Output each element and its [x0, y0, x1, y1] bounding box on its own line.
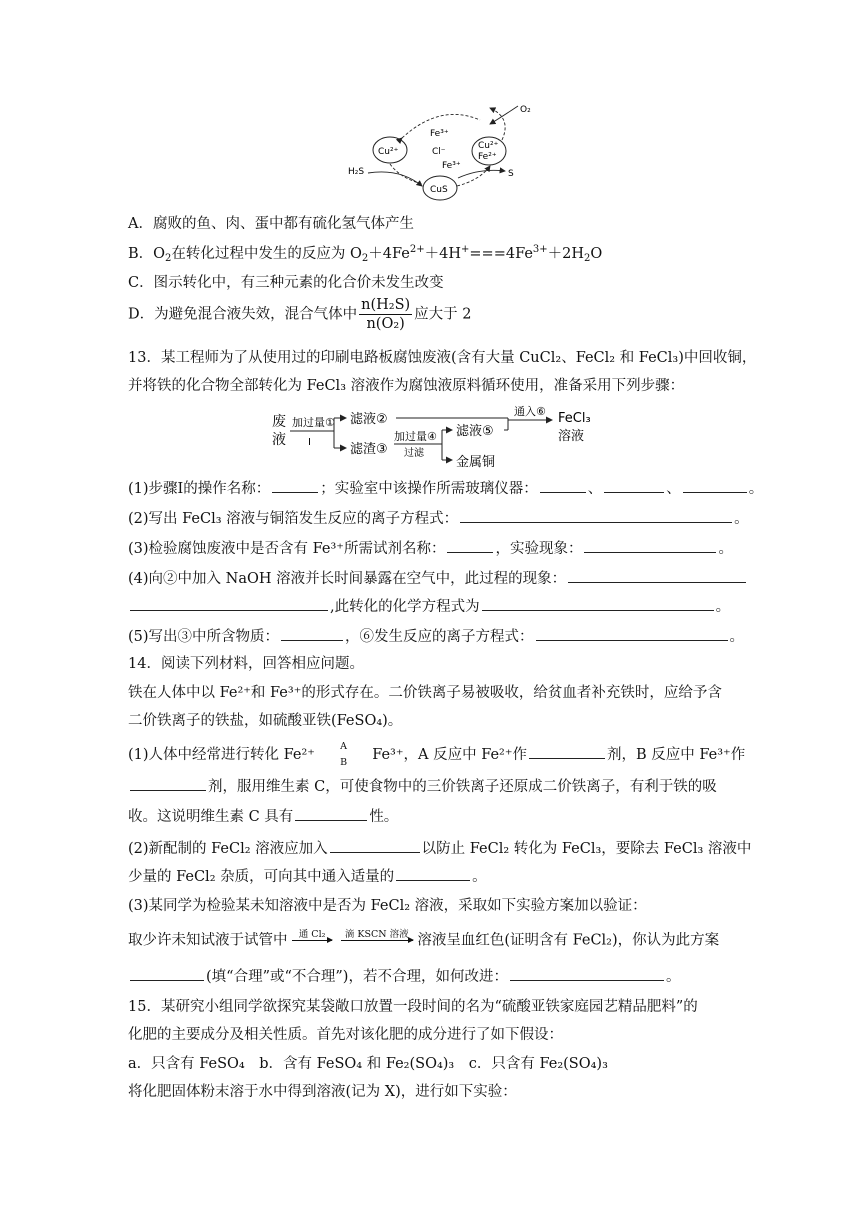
answer-blank[interactable]: [604, 478, 664, 493]
q13-stem-line1: 13．某工程师为了从使用过的印刷电路板腐蚀废液(含有大量 CuCl₂、FeCl₂ 和 FeCl₃)中回收铜，: [128, 350, 757, 366]
reversible-arrow: A B: [340, 741, 348, 768]
answer-blank[interactable]: [281, 626, 343, 641]
answer-blank[interactable]: [584, 538, 716, 553]
svg-text:废: 废: [272, 414, 286, 430]
svg-text:过滤: 过滤: [404, 448, 424, 459]
answer-blank[interactable]: [330, 838, 420, 853]
answer-blank[interactable]: [536, 626, 728, 641]
q13-part4: (4)向②中加入 NaOH 溶液并长时间暴露在空气中，此过程的现象：: [128, 568, 748, 589]
q14-part1: (1)人体中经常进行转化 Fe²⁺ A B Fe³⁺，A 反应中 Fe²⁺作 剂，B 反应中 Fe³⁺作: [128, 741, 746, 768]
q14-part3: (3)某同学为检验某未知溶液中是否为 FeCl₂ 溶液，采取如下实验方案加以验证：: [128, 898, 647, 914]
svg-text:加过量①: 加过量①: [292, 416, 335, 429]
q13-process-flowchart: [268, 404, 608, 472]
q14-part3-cont: (填“合理”或“不合理”)，若不合理，如何改进： 。: [128, 966, 680, 987]
gas-ratio-fraction: $\frac{\text{n(H₂S)}}{\text{n(O₂)}}$: [361, 297, 411, 332]
h2s-label: H₂S: [348, 167, 365, 177]
q14-part1-cont2: 收。这说明维生素 C 具有 性。: [128, 806, 398, 827]
answer-blank[interactable]: [272, 478, 318, 493]
q15-stem-line1: 15．某研究小组同学欲探究某袋敞口放置一段时间的名为“硫酸亚铁家庭园艺精品肥料”的: [128, 999, 698, 1015]
answer-blank[interactable]: [482, 596, 714, 611]
q12-option-d: D．为避免混合液失效，混合气体中 $\frac{\text{n(H₂S)}}{\text{n(O₂)}}$ 应大于 2: [128, 297, 472, 332]
q13-part4-cont: ,此转化的化学方程式为 。: [128, 596, 730, 617]
answer-blank[interactable]: [130, 776, 206, 791]
q14-title: 14．阅读下列材料，回答相应问题。: [128, 656, 364, 672]
svg-text:滤液⑤: 滤液⑤: [456, 424, 494, 439]
svg-text:金属铜: 金属铜: [456, 455, 496, 470]
answer-blank[interactable]: [510, 966, 664, 981]
q13-stem-line2: 并将铁的化合物全部转化为 FeCl₃ 溶液作为腐蚀液原料循环使用，准备采用下列步骤：: [128, 378, 685, 394]
add-kscn-arrow: 滴 KSCN 溶液: [341, 930, 413, 951]
q12-option-a: A．腐败的鱼、肉、蛋中都有硫化氢气体产生: [128, 216, 414, 232]
answer-blank[interactable]: [683, 478, 747, 493]
svg-text:通入⑥: 通入⑥: [514, 405, 546, 418]
svg-text:加过量④: 加过量④: [394, 430, 437, 443]
q15-stem-line2: 化肥的主要成分及相关性质。首先对该化肥的成分进行了如下假设：: [128, 1027, 563, 1043]
cu2-fe2-label-b: Fe²⁺: [478, 152, 497, 162]
q15-hypotheses: a．只含有 FeSO₄ b．含有 FeSO₄ 和 Fe₂(SO₄)₃ c．只含有 Fe₂(SO₄)₃: [128, 1056, 608, 1072]
svg-text:液: 液: [272, 432, 286, 448]
q14-part2-cont: 少量的 FeCl₂ 杂质，可向其中通入适量的 。: [128, 866, 487, 887]
q13-part2: (2)写出 FeCl₃ 溶液与铜箔发生反应的离子方程式： 。: [128, 508, 749, 529]
q14-part1-cont: 剂，服用维生素 C，可使食物中的三价铁离子还原成二价铁离子，有利于铁的吸: [128, 776, 717, 797]
q12-option-c: C．图示转化中，有三种元素的化合价未发生改变: [128, 275, 444, 291]
svg-text:FeCl₃: FeCl₃: [558, 411, 591, 426]
answer-blank[interactable]: [396, 866, 470, 881]
q14-part3-scheme: 取少许未知试液于试管中 通 Cl₂ 滴 KSCN 溶液 溶液呈血红色(证明含有 FeCl₂)，你认为此方案: [128, 930, 719, 951]
fe3-label: Fe³⁺: [430, 129, 449, 139]
answer-blank[interactable]: [130, 596, 328, 611]
svg-text:滤液②: 滤液②: [350, 412, 388, 427]
q13-part5: (5)写出③中所含物质： ，⑥发生反应的离子方程式： 。: [128, 626, 744, 647]
iron-copper-cycle-diagram: [340, 98, 540, 208]
answer-blank[interactable]: [295, 806, 367, 821]
q13-part1: (1)步骤Ⅰ的操作名称： ；实验室中该操作所需玻璃仪器： 、 、 。: [128, 478, 763, 499]
cus-label: CuS: [430, 185, 448, 195]
cu2-fe2-label-a: Cu²⁺: [478, 141, 499, 151]
s-label: S: [508, 169, 514, 179]
q12-option-b: B．$O_2$在转化过程中发生的反应为 $O_2+4Fe^{2+}+4H^+===4Fe^{3+}+2H_2O$: [128, 244, 603, 264]
q13-part3: (3)检验腐蚀废液中是否含有 Fe³⁺所需试剂名称： ，实验现象： 。: [128, 538, 733, 559]
answer-blank[interactable]: [540, 478, 586, 493]
answer-blank[interactable]: [460, 508, 732, 523]
svg-text:溶液: 溶液: [558, 429, 585, 444]
q14-material-line1: 铁在人体中以 Fe²⁺和 Fe³⁺的形式存在。二价铁离子易被吸收，给贫血者补充铁时，应给予含: [128, 685, 722, 701]
answer-blank[interactable]: [447, 538, 493, 553]
svg-text:滤渣③: 滤渣③: [350, 442, 388, 457]
o2-label: O₂: [520, 105, 531, 115]
q14-part2: (2)新配制的 FeCl₂ 溶液应加入 以防止 FeCl₂ 转化为 FeCl₃，要除去 FeCl₃ 溶液中: [128, 838, 751, 859]
cu2-label: Cu²⁺: [378, 147, 399, 157]
answer-blank[interactable]: [130, 966, 204, 981]
answer-blank[interactable]: [568, 568, 746, 583]
svg-text:Ⅰ: Ⅰ: [308, 437, 311, 448]
cl-label: Cl⁻: [432, 147, 446, 157]
fe3b-label: Fe³⁺: [442, 161, 461, 171]
answer-blank[interactable]: [529, 744, 605, 759]
q14-material-line2: 二价铁离子的铁盐，如硫酸亚铁(FeSO₄)。: [128, 713, 403, 729]
add-chlorine-arrow: 通 Cl₂: [292, 930, 332, 951]
q15-stem-line4: 将化肥固体粉末溶于水中得到溶液(记为 X)，进行如下实验：: [128, 1084, 517, 1100]
